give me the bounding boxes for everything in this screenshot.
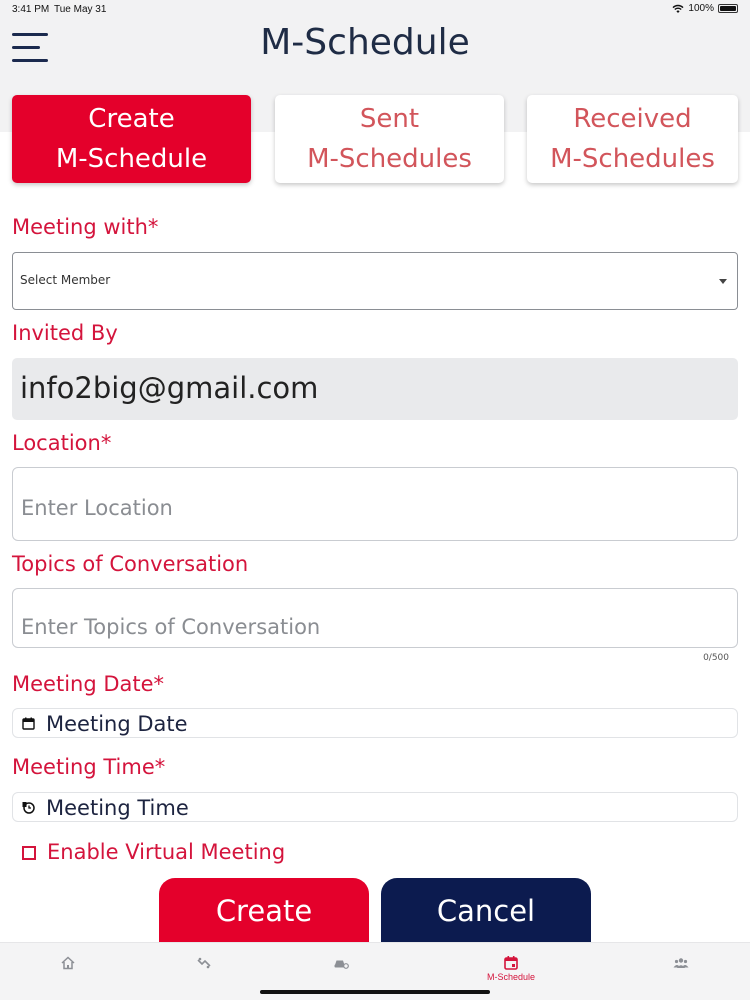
meeting-time-field[interactable] [12,792,738,822]
home-indicator[interactable] [260,990,490,994]
status-date: Tue May 31 [54,4,107,15]
calendar-icon [22,717,35,730]
tab-label-line1: Received [573,104,692,134]
wifi-icon [672,4,684,14]
topics-char-counter: 0/500 [703,653,729,663]
invited-by-value: info2big@gmail.com [20,371,319,405]
meeting-time-placeholder: Meeting Time [46,796,189,820]
nav-home[interactable] [48,955,88,985]
topics-placeholder: Enter Topics of Conversation [21,615,321,639]
meeting-time-label: Meeting Time* [12,755,166,779]
cancel-button[interactable]: Cancel [381,878,591,948]
invited-by-field [12,358,738,420]
invited-by-label: Invited By [12,321,118,345]
location-label: Location* [12,431,112,455]
virtual-meeting-checkbox[interactable] [22,846,36,860]
tab-label-line1: Create [88,104,175,134]
status-right [672,3,738,14]
tab-label-line1: Sent [359,104,420,134]
battery-icon [718,4,738,13]
tab-create-m-schedule[interactable] [12,95,251,183]
status-time: 3:41 PM [12,4,50,15]
calendar-icon [503,955,519,971]
home-icon [60,955,76,971]
tab-label-line2: M-Schedule [55,144,208,174]
nav-m-schedule-label: M-Schedule [486,972,536,982]
car-icon [333,955,349,971]
tab-label-line2: M-Schedules [550,144,715,174]
nav-car[interactable] [321,955,361,985]
topics-label: Topics of Conversation [12,552,249,576]
meeting-with-select[interactable] [12,252,738,310]
meeting-date-label: Meeting Date* [12,672,165,696]
meeting-with-value: Select Member [20,273,111,287]
tab-label-line2: M-Schedules [307,144,472,174]
location-input[interactable] [12,467,738,541]
nav-m-schedule[interactable] [486,955,536,985]
meeting-date-field[interactable] [12,708,738,738]
virtual-meeting-label[interactable]: Enable Virtual Meeting [47,840,286,864]
meeting-with-label: Meeting with* [12,215,159,239]
chevron-down-icon [719,279,727,284]
tab-sent-m-schedules[interactable] [275,95,504,183]
meeting-date-placeholder: Meeting Date [46,712,188,736]
handshake-icon [196,955,212,971]
battery-percent: 100% [688,3,714,14]
page-title: M-Schedule [260,22,470,63]
location-placeholder: Enter Location [21,496,173,520]
create-button[interactable]: Create [159,878,369,948]
status-bar [0,0,750,20]
nav-handshake[interactable] [184,955,224,985]
clock-icon [22,801,35,814]
nav-group[interactable] [661,955,701,985]
topics-input[interactable] [12,588,738,648]
tab-received-m-schedules[interactable] [527,95,738,183]
group-icon [673,955,689,971]
